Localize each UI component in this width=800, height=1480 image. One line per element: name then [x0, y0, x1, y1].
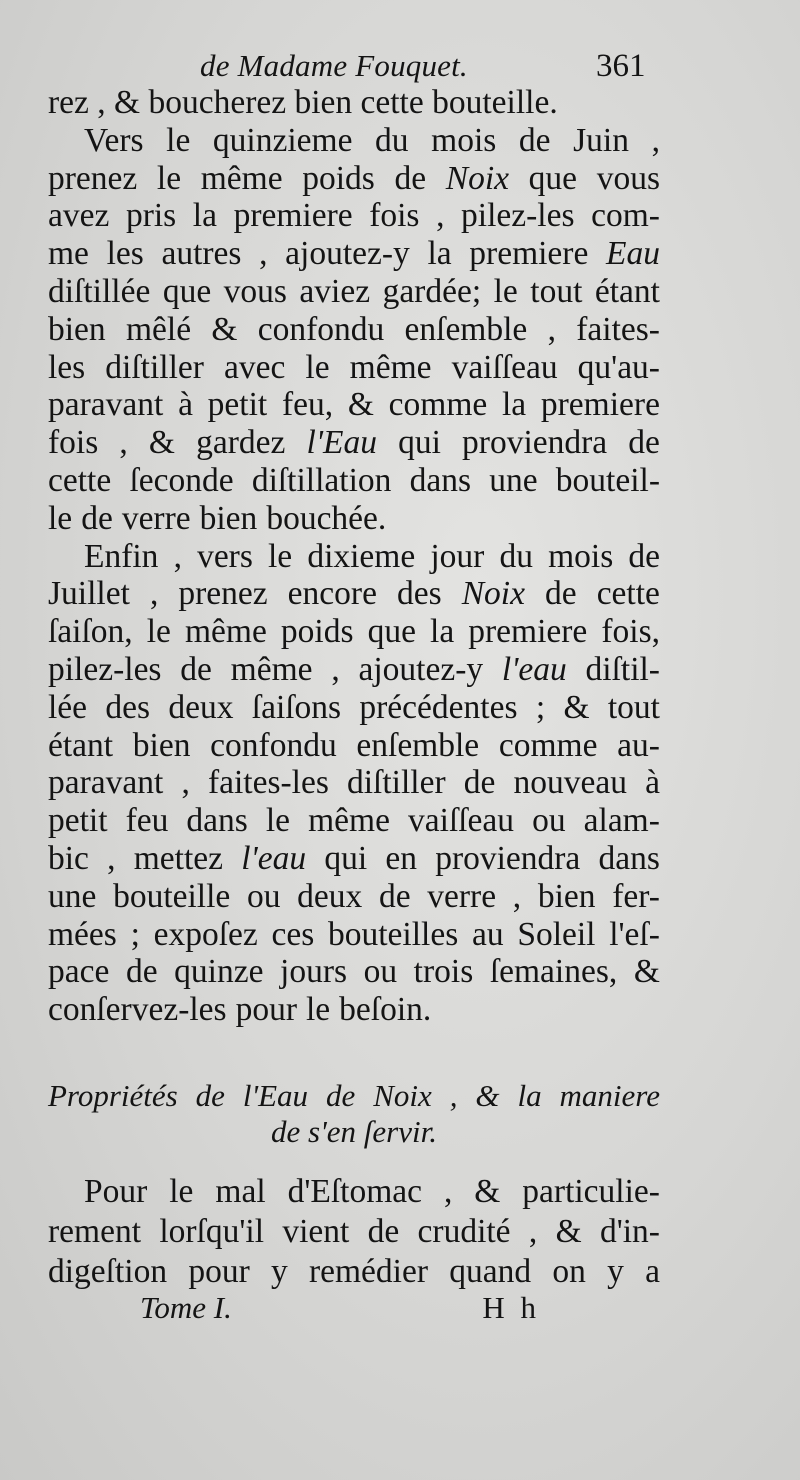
word: gardée;	[382, 272, 482, 310]
text-line	[48, 613, 660, 651]
word: quinzieme	[212, 121, 353, 159]
word: ;	[130, 915, 140, 953]
text-line	[48, 1212, 660, 1252]
word: de	[394, 159, 427, 197]
word: les	[48, 348, 86, 386]
word: avec	[223, 348, 286, 386]
word: aviez	[299, 272, 371, 310]
word: au	[471, 915, 504, 953]
word: des	[396, 575, 442, 613]
word: ces	[271, 915, 315, 953]
text-line	[48, 538, 660, 576]
section-heading-line-2: de s'en ſervir.	[271, 1114, 437, 1149]
word: y	[607, 1253, 624, 1290]
text-line	[48, 273, 660, 311]
word: mées	[48, 915, 117, 953]
word: premiere	[233, 197, 353, 235]
word: de	[180, 650, 212, 688]
word: petit	[207, 386, 268, 424]
word: mois	[431, 121, 497, 159]
word: pace	[48, 953, 110, 991]
word: Noix	[373, 1078, 432, 1113]
word: l'eau	[501, 650, 567, 688]
word: ,	[528, 1213, 538, 1250]
word: vous	[223, 272, 287, 310]
word: l'eau	[241, 839, 307, 877]
text-line	[48, 802, 660, 840]
paragraph-2	[48, 122, 660, 538]
word: ,	[181, 764, 190, 802]
text-line	[48, 953, 660, 991]
word: la	[501, 386, 527, 424]
word: ,	[651, 121, 660, 159]
word: de	[378, 877, 411, 915]
word: y	[270, 1253, 288, 1290]
word: confondu	[210, 726, 337, 764]
word: expoſez	[153, 915, 258, 953]
page-number: 361	[596, 48, 646, 84]
word: même	[184, 613, 267, 651]
word: Vers	[84, 121, 144, 159]
word: que	[528, 159, 578, 197]
word: qui	[324, 839, 368, 877]
word: à	[178, 386, 193, 424]
word: comme	[388, 386, 488, 424]
word: le	[268, 537, 293, 575]
word: &	[347, 386, 374, 424]
word: qu'au-	[577, 348, 660, 386]
word: étant	[594, 272, 660, 310]
word: mêlé	[125, 310, 192, 348]
word: la	[427, 235, 452, 273]
word: le	[48, 499, 73, 537]
word: Juillet	[48, 575, 130, 613]
word: on	[552, 1253, 586, 1290]
word: avez	[48, 197, 110, 235]
word: poids	[302, 159, 375, 197]
word: beſoin.	[339, 991, 432, 1029]
word: &	[555, 1213, 582, 1250]
word: fer-	[612, 877, 660, 915]
word: vaiſſeau	[451, 348, 558, 386]
running-title: de Madame Fouquet.	[200, 48, 468, 83]
word: même	[230, 650, 313, 688]
word: mal	[215, 1173, 266, 1210]
word: prenez	[48, 159, 138, 197]
word: bien	[199, 499, 258, 537]
word: digeſtion	[48, 1253, 168, 1290]
word: com-	[591, 197, 660, 235]
word: mois	[548, 537, 614, 575]
word: gardez	[196, 424, 286, 462]
text-line	[48, 84, 660, 122]
word: ou	[532, 802, 566, 840]
word: &	[475, 1078, 500, 1113]
word: &	[211, 310, 238, 348]
word: diſtillée	[48, 272, 151, 310]
word: ajoutez-y	[358, 650, 484, 688]
section-heading	[48, 1078, 660, 1150]
word: de	[518, 121, 551, 159]
word: &	[563, 688, 590, 726]
word: cette	[596, 575, 660, 613]
word: une	[489, 461, 538, 499]
word: pour	[188, 1253, 250, 1290]
word: remédier	[308, 1253, 429, 1290]
word: Enfin	[84, 537, 159, 575]
word: vient	[282, 1213, 350, 1250]
word: vous	[596, 159, 660, 197]
word: ajoutez-y	[285, 235, 410, 273]
text-line	[48, 462, 660, 500]
word: ou	[246, 877, 281, 915]
word: rement	[48, 1213, 142, 1250]
word: me	[48, 235, 89, 273]
word: de	[545, 575, 577, 613]
word: enſemble	[356, 726, 480, 764]
word: proviendra	[462, 424, 608, 462]
word: de	[628, 424, 660, 462]
text-line	[48, 500, 660, 538]
text-line	[48, 424, 660, 462]
word: fois,	[601, 613, 660, 651]
word: dans	[186, 802, 248, 840]
word: crudité	[417, 1213, 511, 1250]
word: ,	[449, 1078, 458, 1113]
word: de	[463, 764, 496, 802]
word: le	[265, 802, 291, 840]
word: du	[499, 537, 533, 575]
word: qui	[398, 424, 441, 462]
word: dixieme	[307, 537, 416, 575]
text-line	[48, 349, 660, 387]
word: même	[200, 159, 283, 197]
main-text	[48, 84, 660, 1029]
word: même	[349, 348, 432, 386]
word: le	[493, 272, 518, 310]
word: fois	[48, 424, 99, 462]
word: lée	[48, 688, 88, 726]
word: deux	[297, 877, 363, 915]
word: poids	[280, 613, 354, 651]
word: dans	[409, 461, 471, 499]
word: diſtiller	[105, 348, 204, 386]
word: l'Eau	[242, 1078, 309, 1113]
word: ſaiſon,	[48, 613, 133, 651]
word: trois	[413, 953, 474, 991]
word: diſtiller	[347, 764, 446, 802]
word: ſaiſons	[251, 688, 342, 726]
text-line	[48, 840, 660, 878]
text-line	[48, 991, 660, 1029]
word: Noix	[445, 159, 510, 197]
word: paravant	[48, 764, 164, 802]
text-line	[48, 727, 660, 765]
text-line	[48, 1252, 660, 1292]
word: l'eſ-	[609, 915, 660, 953]
word: bien	[537, 877, 596, 915]
word: ,	[443, 1173, 453, 1210]
word: la	[430, 613, 455, 651]
word: bouteilles	[327, 915, 459, 953]
text-line	[48, 764, 660, 802]
word: Juin	[573, 121, 629, 159]
word: l'Eau	[306, 424, 377, 462]
word: pour	[235, 991, 297, 1029]
word: proviendra	[435, 839, 581, 877]
word: ,	[149, 575, 159, 613]
page-footer	[140, 1290, 540, 1326]
word: les	[106, 235, 144, 273]
word: tout	[607, 688, 660, 726]
text-line	[48, 311, 660, 349]
word: faites-les	[207, 764, 329, 802]
word: Noix	[461, 575, 525, 613]
word: cette	[48, 461, 112, 499]
word: nouveau	[513, 764, 627, 802]
word: ,	[107, 839, 116, 877]
text-line	[48, 689, 660, 727]
text-line	[48, 235, 660, 273]
word: mettez	[133, 839, 224, 877]
word: de	[367, 1213, 400, 1250]
word: enſemble	[404, 310, 528, 348]
word: ,	[331, 650, 340, 688]
section-heading-line-1	[48, 1078, 660, 1114]
text-line	[48, 160, 660, 198]
word: a	[645, 1253, 660, 1290]
word: particulie-	[522, 1173, 660, 1210]
word: premiere	[468, 613, 588, 651]
word: fois	[369, 197, 420, 235]
word: tout	[530, 272, 583, 310]
word: Propriétés	[48, 1078, 178, 1113]
word: bien	[48, 310, 106, 348]
word: même	[308, 802, 390, 840]
word: diſtillation	[251, 461, 392, 499]
word: ,	[259, 235, 268, 273]
word: d'in-	[599, 1213, 660, 1250]
text-line	[48, 386, 660, 424]
word: le	[305, 991, 331, 1029]
word: à	[645, 764, 660, 802]
word: de	[81, 499, 113, 537]
word: bic	[48, 839, 89, 877]
word: jour	[430, 537, 485, 575]
word: de	[125, 953, 158, 991]
text-line	[48, 651, 660, 689]
word: la	[517, 1078, 542, 1113]
word: Soleil	[517, 915, 596, 953]
word: confondu	[257, 310, 385, 348]
word: lorſqu'il	[159, 1213, 264, 1250]
word: quand	[449, 1253, 532, 1290]
word: deux	[168, 688, 234, 726]
word: jours	[280, 953, 348, 991]
word: conſervez-les	[48, 991, 227, 1029]
word: ou	[363, 953, 398, 991]
paragraph-3	[48, 538, 660, 1029]
word: d'Eſtomac	[287, 1173, 422, 1210]
word: ſeconde	[129, 461, 234, 499]
word: en	[385, 839, 417, 877]
word: Eau	[606, 235, 660, 273]
word: de	[195, 1078, 225, 1113]
word: verre	[427, 877, 497, 915]
paragraph-1-line-1: rez , & boucherez bien cette bouteille.	[48, 84, 558, 121]
word: précédentes	[359, 688, 518, 726]
word: diſtil-	[585, 650, 660, 688]
word: verre	[121, 499, 191, 537]
word: pris	[125, 197, 177, 235]
word: une	[48, 877, 97, 915]
word: maniere	[559, 1078, 660, 1113]
word: de	[628, 537, 660, 575]
word: ſemaines,	[489, 953, 618, 991]
word: des	[105, 688, 151, 726]
word: le	[305, 348, 330, 386]
word: étant	[48, 726, 114, 764]
word: du	[375, 121, 409, 159]
word: ;	[535, 688, 546, 726]
word: pilez-les	[461, 197, 575, 235]
word: Pour	[84, 1173, 148, 1210]
word: que	[162, 272, 212, 310]
word: comme	[498, 726, 598, 764]
text-line	[48, 878, 660, 916]
word: le	[169, 1173, 194, 1210]
text-line	[48, 575, 660, 613]
word: prenez	[178, 575, 268, 613]
text-line	[48, 916, 660, 954]
word: que	[367, 613, 416, 651]
text-line	[48, 197, 660, 235]
word: petit	[48, 802, 108, 840]
word: vaiſſeau	[408, 802, 515, 840]
word: &	[148, 424, 175, 462]
word: bouchée.	[266, 499, 387, 537]
word: ,	[512, 877, 522, 915]
word: alam-	[583, 802, 660, 840]
word: le	[156, 159, 182, 197]
word: feu	[125, 802, 169, 840]
word: vers	[197, 537, 253, 575]
word: premiere	[540, 386, 660, 424]
word: feu,	[281, 386, 334, 424]
paragraph-4	[48, 1172, 660, 1292]
word: au-	[617, 726, 660, 764]
word: de	[326, 1078, 356, 1113]
volume-label: Tome I.	[140, 1290, 232, 1325]
signature-mark: H h	[482, 1290, 540, 1325]
word: autres	[161, 235, 242, 273]
word: bien	[132, 726, 191, 764]
word: ,	[119, 424, 128, 462]
word: premiere	[469, 235, 589, 273]
word: ,	[436, 197, 445, 235]
text-line	[48, 1172, 660, 1212]
word: bouteil-	[555, 461, 660, 499]
word: quinze	[174, 953, 264, 991]
word: le	[166, 121, 191, 159]
word: ,	[547, 310, 556, 348]
word: paravant	[48, 386, 164, 424]
word: &	[474, 1173, 501, 1210]
word: &	[633, 953, 660, 991]
text-line	[48, 122, 660, 160]
word: encore	[287, 575, 377, 613]
word: la	[192, 197, 217, 235]
word: ,	[173, 537, 182, 575]
word: le	[146, 613, 171, 651]
word: faites-	[576, 310, 660, 348]
word: pilez-les	[48, 650, 162, 688]
word: dans	[598, 839, 660, 877]
word: bouteille	[113, 877, 231, 915]
